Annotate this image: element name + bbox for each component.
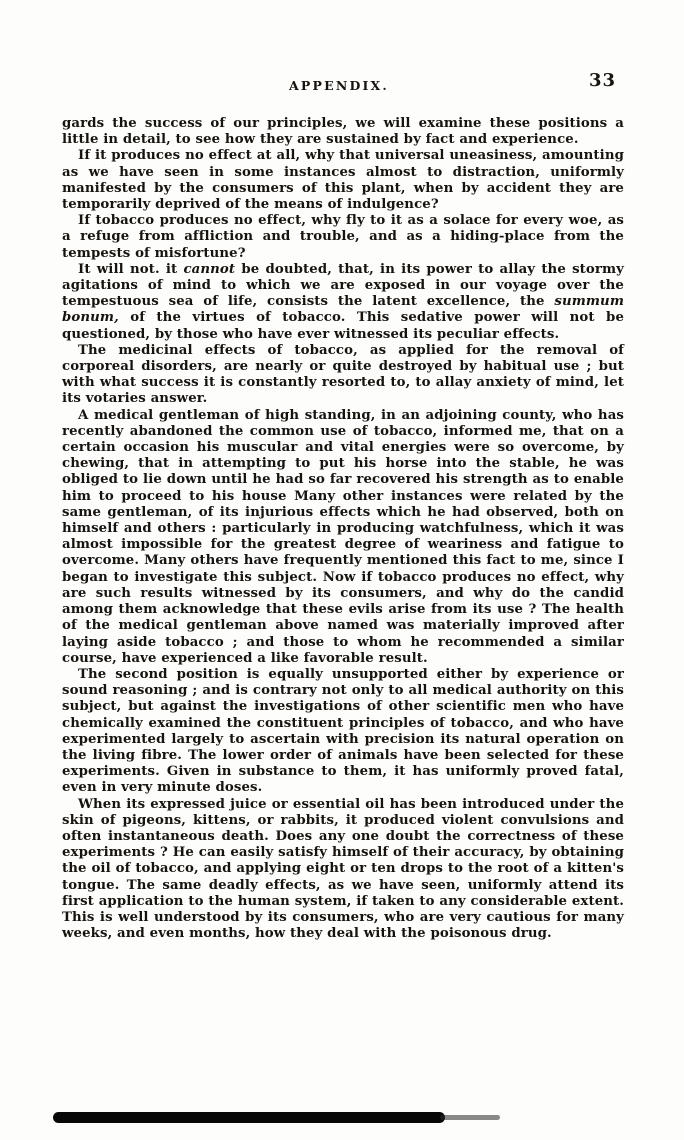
text-run: When its expressed juice or essential oil has been introduced under the skin of pigeons, kittens, or rabbits, it produced violent convulsions and often instantaneous death. Does any one doubt the correctness of these experiments ? He can easily satisfy himself of their accuracy, by obtaining the oil of tobacco, and applying eight or ten drops to the root of a kitten's tongue. The same deadly effects, as we have seen, uniformly attend its first application to the human system, if taken to any considerable extent. This is well understood by its consumers, who are very cautious for many weeks, and even months, how they deal with the poisonous drug. — [62, 796, 624, 942]
text-run: of the virtues of tobacco. This sedative power will not be questioned, by those who have ever witnessed its peculiar effects. — [62, 310, 624, 342]
page-body — [62, 116, 624, 942]
scan-artifact — [53, 1112, 445, 1123]
page-number: 33 — [588, 70, 616, 91]
text-run: The medicinal effects of tobacco, as applied for the removal of corporeal disorders, are nearly or quite destroyed by habitual use ; but with what success it is constantly resorted to, to allay anxiety of mind, let its votaries answer. — [62, 342, 624, 407]
paragraph — [62, 116, 624, 148]
text-run: It will not. it — [78, 261, 184, 277]
paragraph — [62, 797, 624, 943]
paragraph — [62, 262, 624, 343]
paragraph — [62, 408, 624, 667]
text-run: gards the success of our principles, we will examine these positions a little in detail, to see how they are sustained by fact and experience. — [62, 116, 624, 148]
page-header — [62, 0, 622, 98]
text-run: If tobacco produces no effect, why fly to it as a solace for every woe, as a refuge from affliction and trouble, and as a hiding-place from the tempests of misfortune? — [62, 213, 624, 261]
paragraph — [62, 667, 624, 797]
italic-text-run: summum bonum, — [62, 294, 624, 326]
text-run: The second position is equally unsupported either by experience or sound reasoning ; and is contrary not only to all medical authority on this subject, but against the investigations of other scientific men who have chemically examined the constituent principles of tobacco, and who have experimented largely to ascertain with precision its natural operation on the living fibre. The lower order of animals have been selected for these experiments. Given in substance to them, it has uniformly proved fatal, even in very minute doses. — [62, 666, 624, 796]
paragraph — [62, 343, 624, 408]
scan-artifact-tail — [440, 1115, 500, 1120]
text-run: If it produces no effect at all, why that universal uneasiness, amounting as we have seen in some instances almost to distraction, uniformly manifested by the consumers of this plant, when by accident they are temporarily deprived of the means of indulgence? — [62, 148, 624, 213]
text-run: be doubted, that, in its power to allay the stormy agitations of mind to which we are exposed in our voyage over the tempestuous sea of life, consists the latent excellence, the — [62, 261, 624, 310]
running-head: APPENDIX. — [289, 78, 389, 93]
paragraph — [62, 148, 624, 213]
text-run: A medical gentleman of high standing, in an adjoining county, who has recently abandoned the common use of tobacco, informed me, that on a certain occasion his muscular and vital energies were so overcome, by chewing, that in attempting to put his horse into the stable, he was obliged to lie down until he had so far recovered his strength as to enable him to proceed to his house Many other instances were related by the same gentleman, of its injurious effects which he had observed, both on himself and others : particularly in producing watchfulness, which it was almost impossible for the greatest degree of weariness and fatigue to overcome. Many others have frequently mentioned this fact to me, since I began to investigate this subject. Now if tobacco produces no effect, why are such results witnessed by its consumers, and why do the candid among them acknowledge that these evils arise from its use ? The health of the medical gentleman above named was materially improved after laying aside tobacco ; and those to whom he recommended a similar course, have experienced a like favorable result. — [62, 407, 624, 666]
paragraph — [62, 213, 624, 262]
italic-text-run: cannot — [183, 261, 236, 277]
